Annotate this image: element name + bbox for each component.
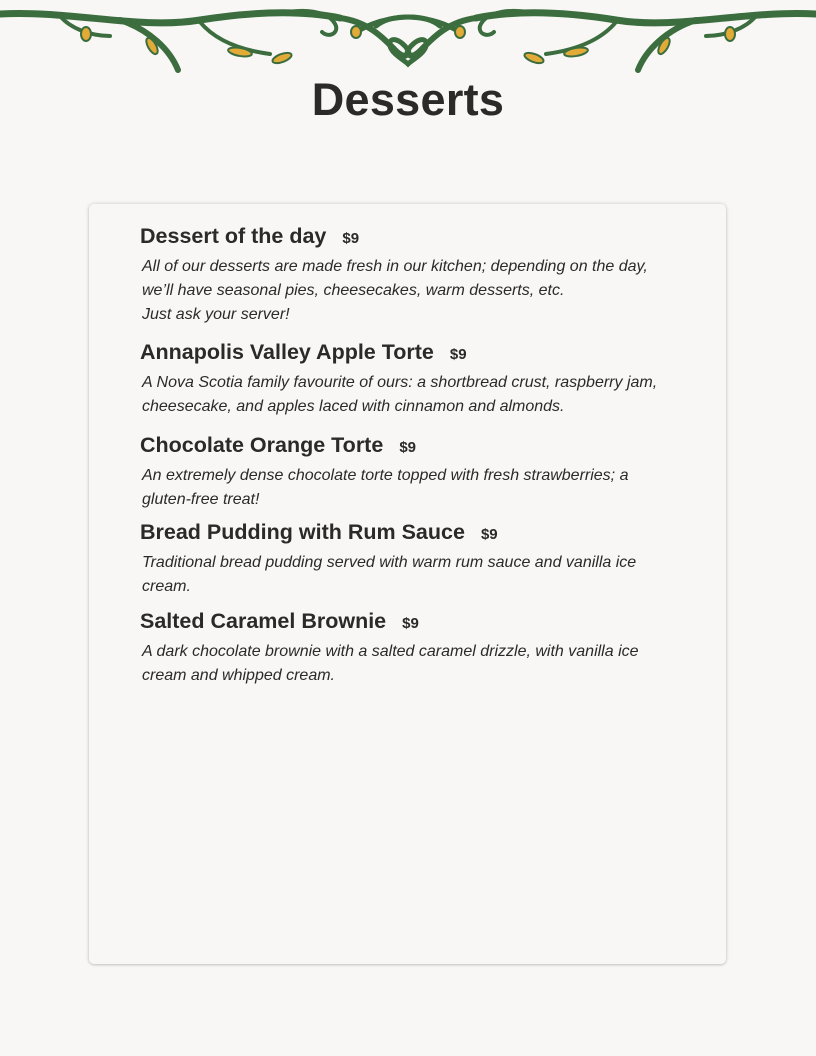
menu-item-name: Dessert of the day [140,224,327,248]
menu-item-description: Traditional bread pudding served with warm rum sauce and vanilla ice cream. [142,554,637,595]
menu-item [140,340,700,419]
menu-item-price: $9 [480,526,498,543]
menu-item-description: An extremely dense chocolate torte topped with fresh strawberries; a gluten-free treat! [142,467,629,508]
menu-item-name: Bread Pudding with Rum Sauce [140,520,465,544]
menu-item-description: A Nova Scotia family favourite of ours: a shortbread crust, raspberry jam, cheesecake, and apples laced with cinnamon and almonds. [142,374,658,415]
menu-item-name: Salted Caramel Brownie [140,609,387,633]
menu-item-description: All of our desserts are made fresh in our kitchen; depending on the day, we’ll have seasonal pies, cheesecakes, warm desserts, etc. Just ask your server! [142,258,648,323]
menu-item-price: $9 [402,615,419,632]
page-title: Desserts [311,74,505,125]
leaf-accents [81,26,735,65]
menu-item-price: $9 [449,346,467,363]
menu-item [140,433,700,512]
menu-item-name: Chocolate Orange Torte [140,433,384,457]
menu-card [89,204,726,964]
menu-item [140,224,700,327]
vine-border-decoration [0,0,816,80]
menu-item [140,520,700,599]
vine-ornament-icon [0,11,816,70]
menu-item-name: Annapolis Valley Apple Torte [140,340,434,364]
menu-item [140,609,700,688]
menu-item-description: A dark chocolate brownie with a salted caramel drizzle, with vanilla ice cream and whipped cream. [142,643,639,684]
menu-item-price: $9 [399,439,416,456]
menu-item-price: $9 [342,230,360,247]
